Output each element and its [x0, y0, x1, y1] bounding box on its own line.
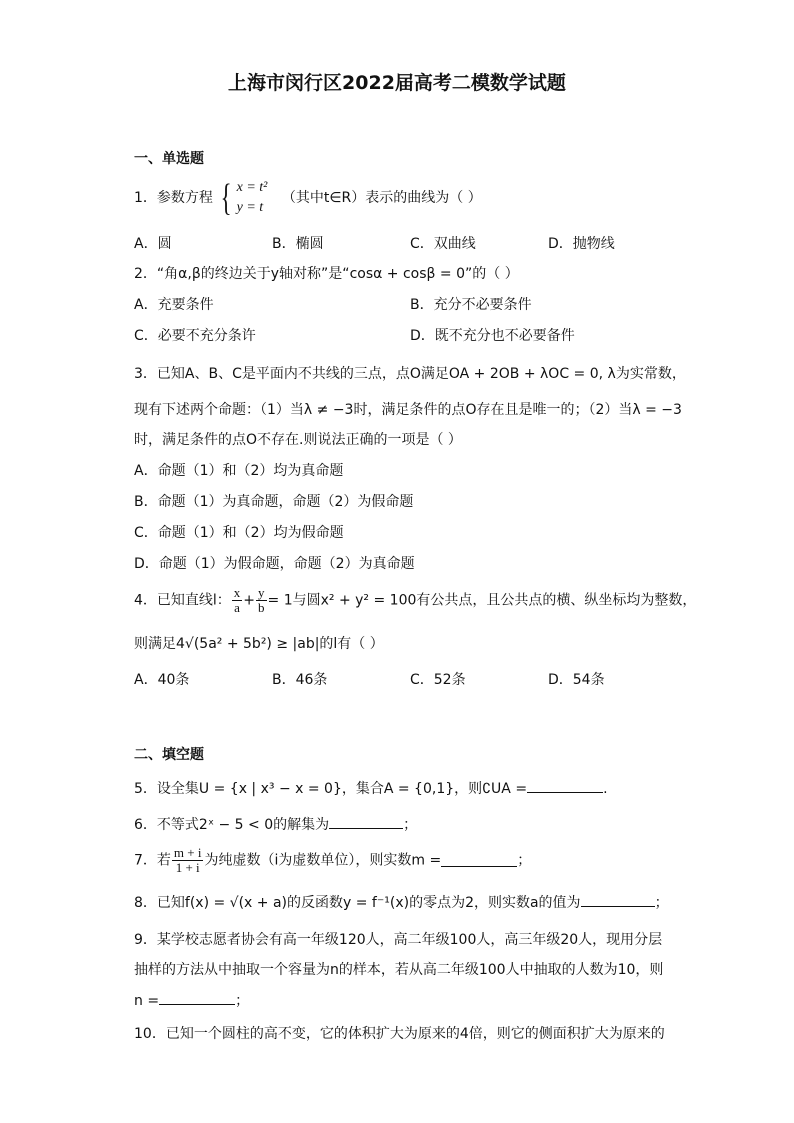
fraction-numerator: x	[233, 585, 241, 600]
q1-option-d: D．抛物线	[548, 236, 615, 252]
fraction-denominator: 1 + i	[175, 860, 200, 875]
q3-option-a: A．命题（1）和（2）均为真命题	[134, 463, 344, 479]
question-8-text: 8．已知f(x) = √(x + a)的反函数y = f⁻¹(x)的零点为2，则实数a的值为	[134, 895, 581, 911]
question-4-prefix: 4．已知直线l：	[134, 592, 231, 609]
section-heading-fill-in: 二、填空题	[134, 747, 204, 763]
question-7-suffix: 为纯虚数（i为虚数单位），则实数m =	[204, 852, 442, 869]
q2-option-b: B．充分不必要条件	[410, 297, 532, 313]
system-line-1: x = t²	[236, 180, 268, 195]
page-title: 上海市闵行区2022届高考二模数学试题	[228, 72, 566, 94]
question-3-line-3: 时，满足条件的点O不存在.则说法正确的一项是（ ）	[134, 432, 462, 448]
q4-option-d: D．54条	[548, 672, 605, 688]
fraction-x-over-a	[232, 586, 243, 615]
question-4-line-1	[134, 586, 696, 622]
question-7-prefix: 7．若	[134, 852, 171, 869]
question-9-line-3	[134, 991, 249, 1011]
question-7	[134, 846, 531, 882]
q2-option-c: C．必要不充分条许	[134, 328, 256, 344]
fraction-y-over-b	[256, 586, 267, 615]
question-5	[134, 779, 608, 799]
answer-blank	[527, 780, 603, 793]
question-6-text: 6．不等式2ˣ − 5 < 0的解集为	[134, 817, 330, 833]
system-line-2: y = t	[236, 200, 264, 215]
section-heading-single-choice: 一、单选题	[134, 151, 204, 167]
fraction-numerator: m + i	[173, 845, 202, 860]
q1-option-a: A．圆	[134, 236, 172, 252]
question-9-tail: ；	[235, 993, 250, 1009]
question-10-line-1: 10．已知一个圆柱的高不变，它的体积扩大为原来的4倍，则它的侧面积扩大为原来的	[134, 1026, 665, 1042]
brace-symbol: {	[221, 177, 232, 219]
answer-blank	[159, 992, 235, 1005]
fraction-denominator: b	[258, 600, 265, 615]
question-4-suffix: = 1与圆x² + y² = 100有公共点，且公共点的横、纵坐标均为整数，	[267, 592, 697, 609]
answer-blank	[441, 854, 517, 867]
q3-option-c: C．命题（1）和（2）均为假命题	[134, 525, 344, 541]
q3-option-d: D．命题（1）为假命题，命题（2）为真命题	[134, 556, 415, 572]
question-3-line-1: 3．已知A、B、C是平面内不共线的三点，点O满足OA + 2OB + λOC = 0, λ为实常数，	[134, 366, 686, 382]
question-1-prefix: 1．参数方程	[134, 190, 213, 206]
q1-option-b: B．椭圆	[272, 236, 324, 252]
q2-option-d: D．既不充分也不必要备件	[410, 328, 575, 344]
plus-sign: +	[243, 592, 256, 609]
q3-option-b: B．命题（1）为真命题，命题（2）为假命题	[134, 494, 414, 510]
parametric-system	[237, 178, 268, 218]
q2-option-a: A．充要条件	[134, 297, 214, 313]
question-1	[134, 178, 482, 222]
q4-option-b: B．46条	[272, 672, 328, 688]
question-6	[134, 815, 417, 835]
question-7-tail: ；	[517, 852, 532, 869]
q1-option-c: C．双曲线	[410, 236, 476, 252]
answer-blank	[329, 816, 403, 829]
answer-blank	[581, 894, 655, 907]
fraction-numerator: y	[258, 585, 265, 600]
question-9-variable: n =	[134, 993, 160, 1009]
question-9-line-1: 9．某学校志愿者协会有高一年级120人，高二年级100人，高三年级20人，现用分层	[134, 932, 663, 948]
q4-option-c: C．52条	[410, 672, 466, 688]
fraction-denominator: a	[234, 600, 240, 615]
question-5-tail: .	[603, 781, 608, 797]
question-2: 2．“角α,β的终边关于y轴对称”是“cosα + cosβ = 0”的（ ）	[134, 266, 519, 282]
question-8	[134, 893, 669, 913]
question-8-tail: ；	[654, 895, 669, 911]
question-5-text: 5．设全集U = {x | x³ − x = 0}，集合A = {0,1}，则∁UA =	[134, 781, 528, 797]
fraction-m-plus-i-over-1-plus-i	[172, 846, 204, 875]
question-4-line-2: 则满足4√(5a² + 5b²) ≥ |ab|的l有（ ）	[134, 636, 384, 652]
question-3-line-2: 现有下述两个命题：（1）当λ ≠ −3时，满足条件的点O存在且是唯一的；（2）当λ = −3	[134, 402, 682, 418]
q4-option-a: A．40条	[134, 672, 190, 688]
question-9-line-2: 抽样的方法从中抽取一个容量为n的样本，若从高二年级100人中抽取的人数为10，则	[134, 962, 664, 978]
question-1-suffix: （其中t∈R）表示的曲线为（ ）	[281, 190, 482, 206]
question-6-tail: ；	[403, 817, 418, 833]
